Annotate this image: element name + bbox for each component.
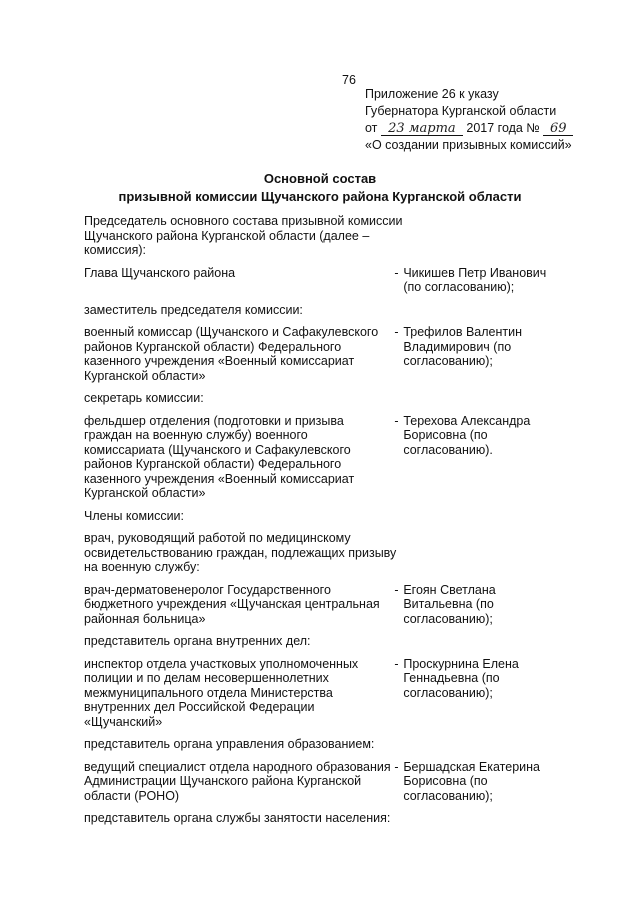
handwritten-date: 23 марта xyxy=(381,122,463,136)
deputy-heading: заместитель председателя комиссии: xyxy=(84,302,303,317)
annex-line-4: «О создании призывных комиссий» xyxy=(365,138,572,152)
secretary-heading: секретарь комиссии: xyxy=(84,391,204,405)
member-row: ведущий специалист отдела народного образования Администрации Щучанского района Курганской области (РОНО) - Бершадская Екатерина Борисовна (по согласованию); xyxy=(84,760,554,804)
member-name: Трефилов Валентин Владимирович (по согласованию); xyxy=(403,325,522,368)
member-position: ведущий специалист отдела народного образования Администрации Щучанского района Курганской области (РОНО) xyxy=(84,759,391,803)
member-row: фельдшер отделения (подготовки и призыва граждан на военную службу) военного комиссариата (Щучанского и Сафакулевского районов Курганской области) Федерального казенного учреждения «Военный комиссариат Курганской области» - Терехова Александра Борисовна (по согласованию). xyxy=(84,414,554,501)
annex-line-2: Губернатора Курганской области xyxy=(365,104,557,118)
member-name: Бершадская Екатерина Борисовна (по согласованию); xyxy=(403,759,540,803)
member-row: инспектор отдела участковых уполномоченных полиции и по делам несовершеннолетних межмуниципального отдела Министерства внутренних дел Российской Федерации «Щучанский» - Проскурнина Елена Геннадьевна (по согласованию); xyxy=(84,657,554,730)
member-name: Егоян Светлана Витальевна (по согласованию); xyxy=(403,582,496,626)
annex-line-1: Приложение 26 к указу xyxy=(365,87,499,101)
member-position: врач-дерматовенеролог Государственного бюджетного учреждения «Щучанская центральная районная больница» xyxy=(84,582,380,626)
doctor-heading: врач, руководящий работой по медицинскому освидетельствованию граждан, подлежащих призыву на военную службу: xyxy=(84,531,397,574)
handwritten-number: 69 xyxy=(543,122,573,136)
member-position: фельдшер отделения (подготовки и призыва граждан на военную службу) военного комиссариата (Щучанского и Сафакулевского районов Курганской области) Федерального казенного учреждения «Военный комиссариат Курганской области» xyxy=(84,413,355,500)
member-name: Чикишев Петр Иванович (по согласованию); xyxy=(403,265,547,294)
member-position: Глава Щучанского района xyxy=(84,265,236,280)
member-name: Терехова Александра Борисовна (по согласованию). xyxy=(403,413,531,457)
police-heading: представитель органа внутренних дел: xyxy=(84,634,311,648)
page-number: 76 xyxy=(342,73,356,87)
member-name: Проскурнина Елена Геннадьевна (по согласованию); xyxy=(403,656,519,700)
members-heading: Члены комиссии: xyxy=(84,508,185,523)
member-position: инспектор отдела участковых уполномоченных полиции и по делам несовершеннолетних межмуниципального отдела Министерства внутренних дел Российской Федерации «Щучанский» xyxy=(84,656,359,729)
member-position: военный комиссар (Щучанского и Сафакулевского районов Курганской области) Федерального казенного учреждения «Военный комиссариат Курганской области» xyxy=(84,325,379,383)
member-row: военный комиссар (Щучанского и Сафакулевского районов Курганской области) Федерального казенного учреждения «Военный комиссариат Курганской области» - Трефилов Валентин Владимирович (по согласованию); xyxy=(84,325,554,383)
chairman-heading: Председатель основного состава призывной комиссии Щучанского района Курганской области (далее – комиссия): xyxy=(84,214,403,257)
education-heading: представитель органа управления образованием: xyxy=(84,737,375,751)
annex-header xyxy=(365,86,573,154)
employment-heading: представитель органа службы занятости населения: xyxy=(84,811,391,825)
commission-list xyxy=(84,214,554,834)
document-title: Основной состав xyxy=(263,171,377,186)
date-prefix: от xyxy=(365,121,378,135)
member-row: Глава Щучанского района - Чикишев Петр Иванович (по согласованию); xyxy=(84,266,554,295)
annex-date-line xyxy=(365,120,573,137)
member-row: врач-дерматовенеролог Государственного бюджетного учреждения «Щучанская центральная районная больница» - Егоян Светлана Витальевна (по согласованию); xyxy=(84,583,554,627)
document-subtitle: призывной комиссии Щучанского района Курганской области xyxy=(118,189,522,204)
date-suffix: 2017 года № xyxy=(466,121,540,135)
